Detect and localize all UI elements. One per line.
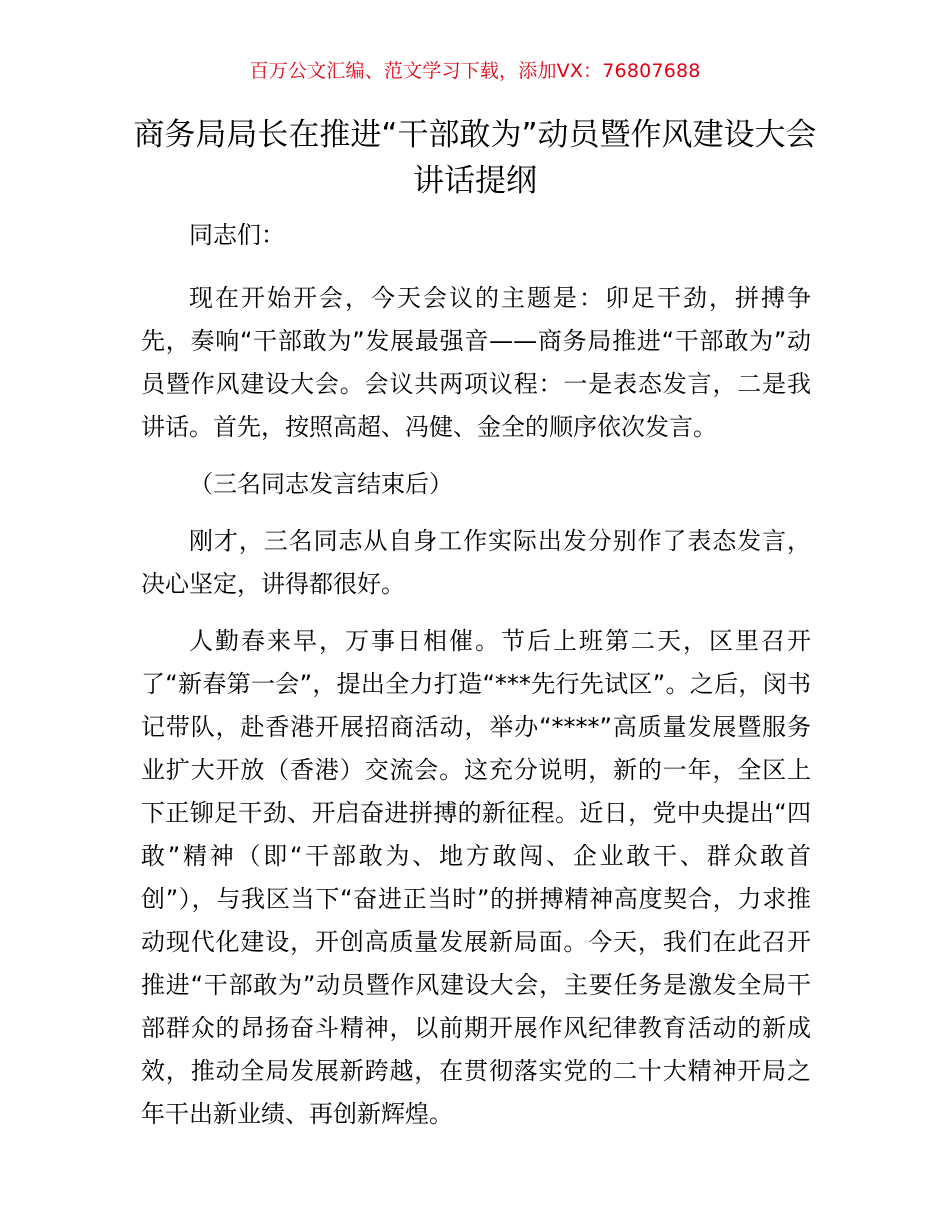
- document-title: 商务局局长在推进“干部敢为”动员暨作风建设大会讲话提纲: [133, 117, 817, 199]
- remarks-paragraph: 刚才，三名同志从自身工作实际出发分别作了表态发言，决心坚定，讲得都很好。: [141, 527, 811, 598]
- document-body: [141, 214, 811, 1150]
- salutation-paragraph: 同志们：: [189, 221, 285, 249]
- opening-paragraph: 现在开始开会，今天会议的主题是：卯足干劲，拼搏争先，奏响“干部敢为”发展最强音——商务局推进“干部敢为”动员暨作风建设大会。会议共两项议程：一是表态发言，二是我讲话。首先，按照高超、冯健、金全的顺序依次发言。: [141, 284, 811, 441]
- watermark-banner: 百万公文汇编、范文学习下载，添加VX：76807688: [249, 60, 701, 82]
- main-paragraph: 人勤春来早，万事日相催。节后上班第二天，区里召开了“新春第一会”，提出全力打造“***先行先试区”。之后，闵书记带队，赴香港开展招商活动，举办“****”高质量发展暨服务业扩大开放（香港）交流会。这充分说明，新的一年，全区上下正铆足干劲、开启奋进拼搏的新征程。近日，党中央提出“四敢”精神（即“干部敢为、地方敢闯、企业敢干、群众敢首创”），与我区当下“奋进正当时”的拼搏精神高度契合，力求推动现代化建设，开创高质量发展新局面。今天，我们在此召开推进“干部敢为”动员暨作风建设大会，主要任务是激发全局干部群众的昂扬奋斗精神，以前期开展作风纪律教育活动的新成效，推动全局发展新跨越，在贯彻落实党的二十大精神开局之年干出新业绩、再创新辉煌。: [141, 627, 811, 1128]
- stage-direction-paragraph: （三名同志发言结束后）: [189, 470, 453, 498]
